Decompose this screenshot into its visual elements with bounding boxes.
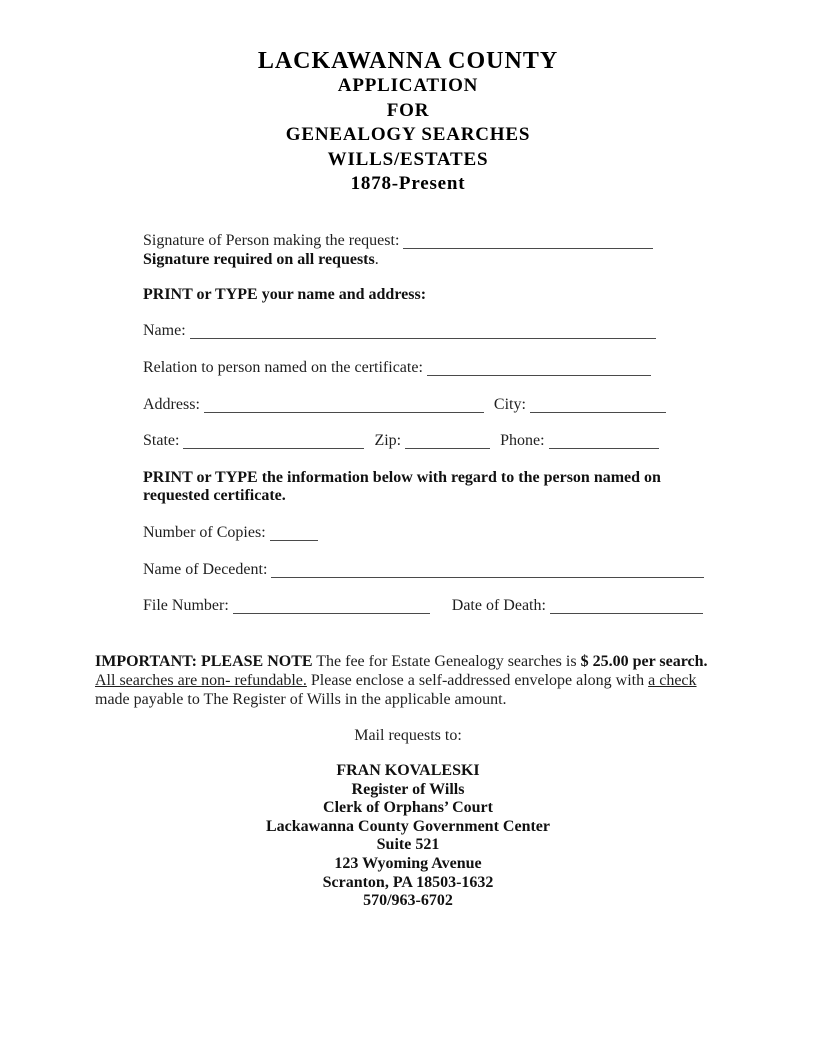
copies-row	[143, 524, 723, 543]
state-blank-line	[183, 437, 364, 449]
relation-blank-line	[427, 364, 651, 376]
mail-recipient-title2: Clerk of Orphans’ Court	[323, 799, 493, 817]
enclose-text: Please enclose a self-addressed envelope along with	[306, 672, 649, 689]
fee-notice-line2	[95, 671, 720, 690]
non-refundable-text: All searches are non- refundable.	[95, 672, 307, 689]
file-death-row	[143, 597, 723, 616]
city-blank-line	[530, 401, 666, 413]
fee-notice	[95, 652, 720, 709]
mail-building: Lackawanna County Government Center	[266, 817, 550, 835]
signature-blank-line	[403, 237, 653, 249]
mail-city-state-zip: Scranton, PA 18503-1632	[322, 873, 494, 891]
file-number-label: File Number:	[143, 597, 229, 614]
name-blank-line	[190, 327, 656, 339]
mail-suite: Suite 521	[376, 836, 440, 854]
state-label: State:	[143, 432, 180, 449]
fee-amount: $ 25.00 per search.	[580, 653, 708, 670]
decedent-name-label: Name of Decedent:	[143, 561, 268, 578]
requester-section	[143, 232, 723, 616]
copies-label: Number of Copies:	[143, 523, 266, 541]
document-title	[0, 0, 816, 197]
decedent-info-heading-line2: requested certificate.	[143, 487, 286, 504]
zip-blank-line	[405, 437, 490, 449]
address-row	[143, 396, 723, 415]
signature-note: Signature required on all requests	[143, 250, 375, 268]
mailing-address-block	[0, 762, 816, 911]
title-genealogy-searches: GENEALOGY SEARCHES	[285, 124, 531, 145]
zip-label: Zip:	[374, 432, 402, 449]
fee-text: The fee for Estate Genealogy searches is	[312, 653, 581, 670]
mail-phone: 570/963-6702	[363, 892, 453, 910]
important-note-label: IMPORTANT: PLEASE NOTE	[95, 653, 313, 670]
decedent-name-row	[143, 561, 723, 580]
address-label: Address:	[143, 395, 200, 413]
title-county: LACKAWANNA COUNTY	[257, 48, 559, 74]
title-wills-estates: WILLS/ESTATES	[327, 148, 489, 170]
state-zip-phone-row	[143, 432, 723, 451]
mail-recipient-title: Register of Wills	[351, 780, 465, 798]
title-date-range: 1878-Present	[350, 173, 466, 194]
file-number-blank-line	[233, 602, 430, 614]
decedent-name-blank-line	[271, 566, 704, 578]
signature-note-period: .	[374, 250, 379, 268]
mail-street: 123 Wyoming Avenue	[334, 854, 482, 872]
fee-notice-line3: made payable to The Register of Wills in the applicable amount.	[95, 691, 507, 708]
date-of-death-blank-line	[550, 602, 703, 614]
relation-row	[143, 359, 723, 378]
name-row	[143, 322, 723, 341]
mail-recipient-name: FRAN KOVALESKI	[336, 762, 480, 779]
decedent-info-heading-line1: PRINT or TYPE the information below with regard to the person named on	[143, 468, 661, 486]
check-text: a check	[648, 672, 697, 689]
signature-row	[143, 232, 723, 251]
signature-label: Signature of Person making the request:	[143, 231, 400, 249]
title-for: FOR	[386, 99, 430, 121]
mail-requests-intro: Mail requests to:	[354, 727, 462, 744]
address-blank-line	[204, 401, 484, 413]
relation-label: Relation to person named on the certificate:	[143, 358, 423, 376]
title-application: APPLICATION	[337, 75, 479, 96]
name-address-heading: PRINT or TYPE your name and address:	[143, 286, 427, 303]
signature-note-row	[143, 251, 723, 270]
date-of-death-label: Date of Death:	[451, 597, 546, 614]
copies-blank-line	[270, 529, 318, 541]
name-label: Name:	[143, 322, 186, 339]
fee-notice-line1	[95, 652, 720, 671]
city-label: City:	[493, 395, 526, 413]
decedent-info-heading	[143, 469, 723, 506]
phone-label: Phone:	[500, 432, 545, 449]
phone-blank-line	[549, 437, 659, 449]
